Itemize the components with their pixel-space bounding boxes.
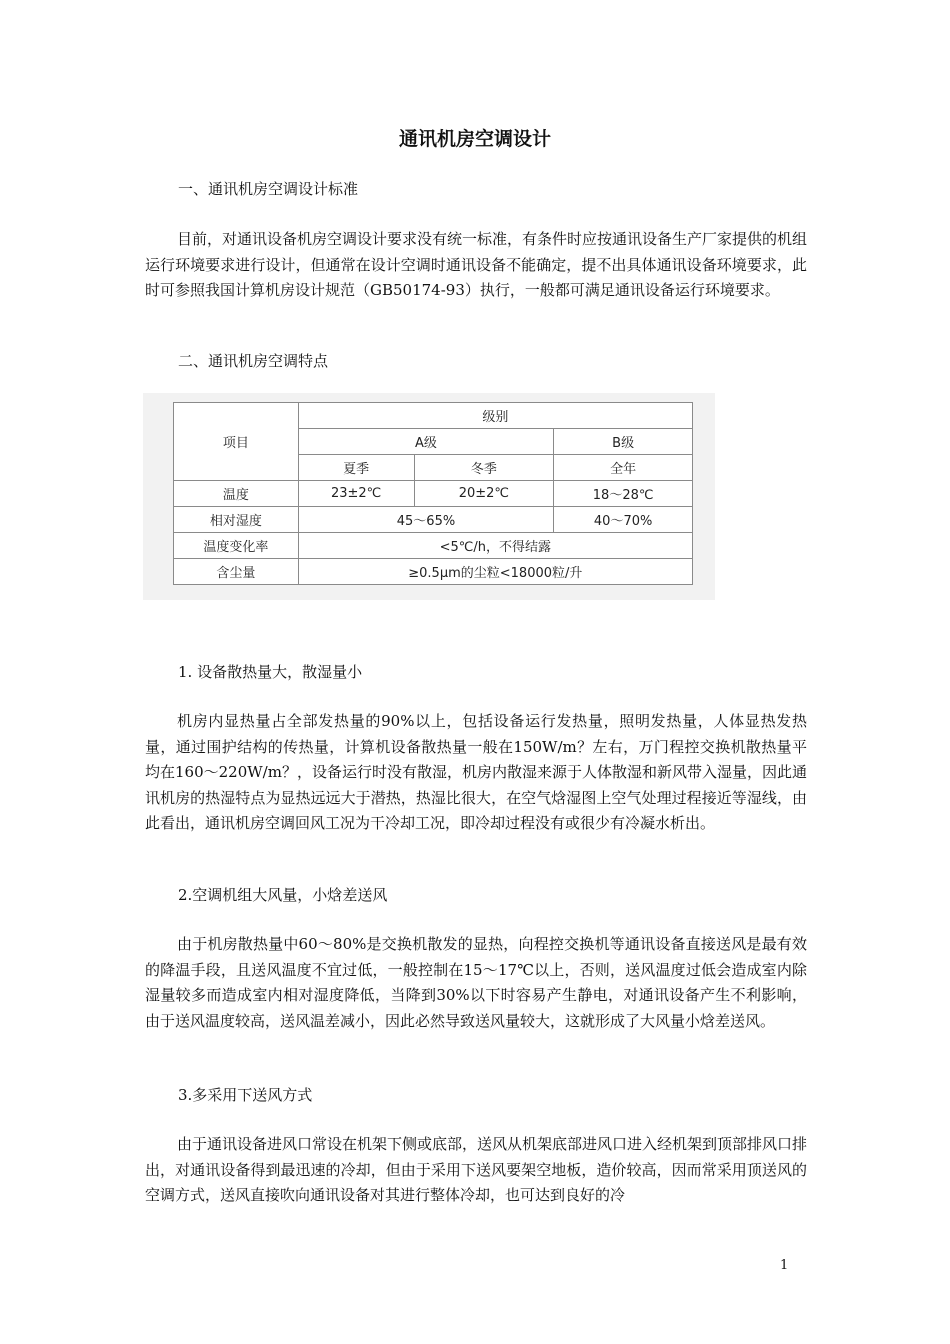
grade-a-header: A级 <box>298 429 554 455</box>
page-number: 1 <box>780 1258 789 1273</box>
cell-humidity-b: 40～70% <box>554 507 693 533</box>
section1-heading: 一、通讯机房空调设计标准 <box>178 180 359 198</box>
environment-table-figure <box>143 393 715 600</box>
cell-temp-b: 18～28℃ <box>554 481 693 507</box>
row-label-dust: 含尘量 <box>174 559 299 585</box>
document-title: 通讯机房空调设计 <box>398 128 551 150</box>
item2-paragraph: 由于机房散热量中60～80%是交换机散发的显热，向程控交换机等通讯设备直接送风是最有效的降温手段，且送风温度不宜过低，一般控制在15～17℃以上，否则，送风温度过低会造成室内除湿量较多而造成室内相对湿度降低，当降到30%以下时容易产生静电，对通讯设备产生不利影响，由于送风温度较高，送风温差减小，因此必然导致送风量较大，这就形成了大风量小焓差送风。 <box>145 935 807 1030</box>
item-header: 项目 <box>174 403 299 481</box>
item1-heading: 1. 设备散热量大，散湿量小 <box>178 663 363 681</box>
cell-humidity-a: 45～65% <box>298 507 554 533</box>
item2-heading: 2.空调机组大风量，小焓差送风 <box>178 886 388 904</box>
cell-temp-winter: 20±2℃ <box>414 481 554 507</box>
environment-table <box>173 402 693 585</box>
item3-heading: 3.多采用下送风方式 <box>178 1086 313 1104</box>
cell-dust: ≥0.5μm的尘粒<18000粒/升 <box>298 559 692 585</box>
section1-paragraph: 目前，对通讯设备机房空调设计要求没有统一标准，有条件时应按通讯设备生产厂家提供的机组运行环境要求进行设计，但通常在设计空调时通讯设备不能确定，提不出具体通讯设备环境要求，此时可参照我国计算机房设计规范（GB50174-93）执行，一般都可满足通讯设备运行环境要求。 <box>145 230 808 299</box>
grade-b-header: B级 <box>554 429 693 455</box>
level-header: 级别 <box>298 403 692 429</box>
all-year-header: 全年 <box>554 455 693 481</box>
cell-temp-change: <5℃/h，不得结露 <box>298 533 692 559</box>
summer-header: 夏季 <box>298 455 414 481</box>
row-label-temp-change: 温度变化率 <box>174 533 299 559</box>
section2-heading: 二、通讯机房空调特点 <box>178 352 329 370</box>
row-label-humidity: 相对湿度 <box>174 507 299 533</box>
item3-paragraph: 由于通讯设备进风口常设在机架下侧或底部，送风从机架底部进风口进入经机架到顶部排风口排出，对通讯设备得到最迅速的冷却，但由于采用下送风要架空地板，造价较高，因而常采用顶送风的空调方式，送风直接吹向通讯设备对其进行整体冷却，也可达到良好的冷 <box>145 1135 808 1204</box>
item1-paragraph: 机房内显热量占全部发热量的90%以上，包括设备运行发热量，照明发热量，人体显热发热量，通过围护结构的传热量，计算机设备散热量一般在150W/m？左右，万门程控交换机散热量平均在160～220W/m？，设备运行时没有散湿，机房内散湿来源于人体散湿和新风带入湿量，因此通讯机房的热湿特点为显热远远大于潜热，热湿比很大，在空气焓湿图上空气处理过程接近等湿线，由此看出，通讯机房空调回风工况为干冷却工况，即冷却过程没有或很少有冷凝水析出。 <box>145 712 807 832</box>
row-label-temperature: 温度 <box>174 481 299 507</box>
winter-header: 冬季 <box>414 455 554 481</box>
cell-temp-summer: 23±2℃ <box>298 481 414 507</box>
